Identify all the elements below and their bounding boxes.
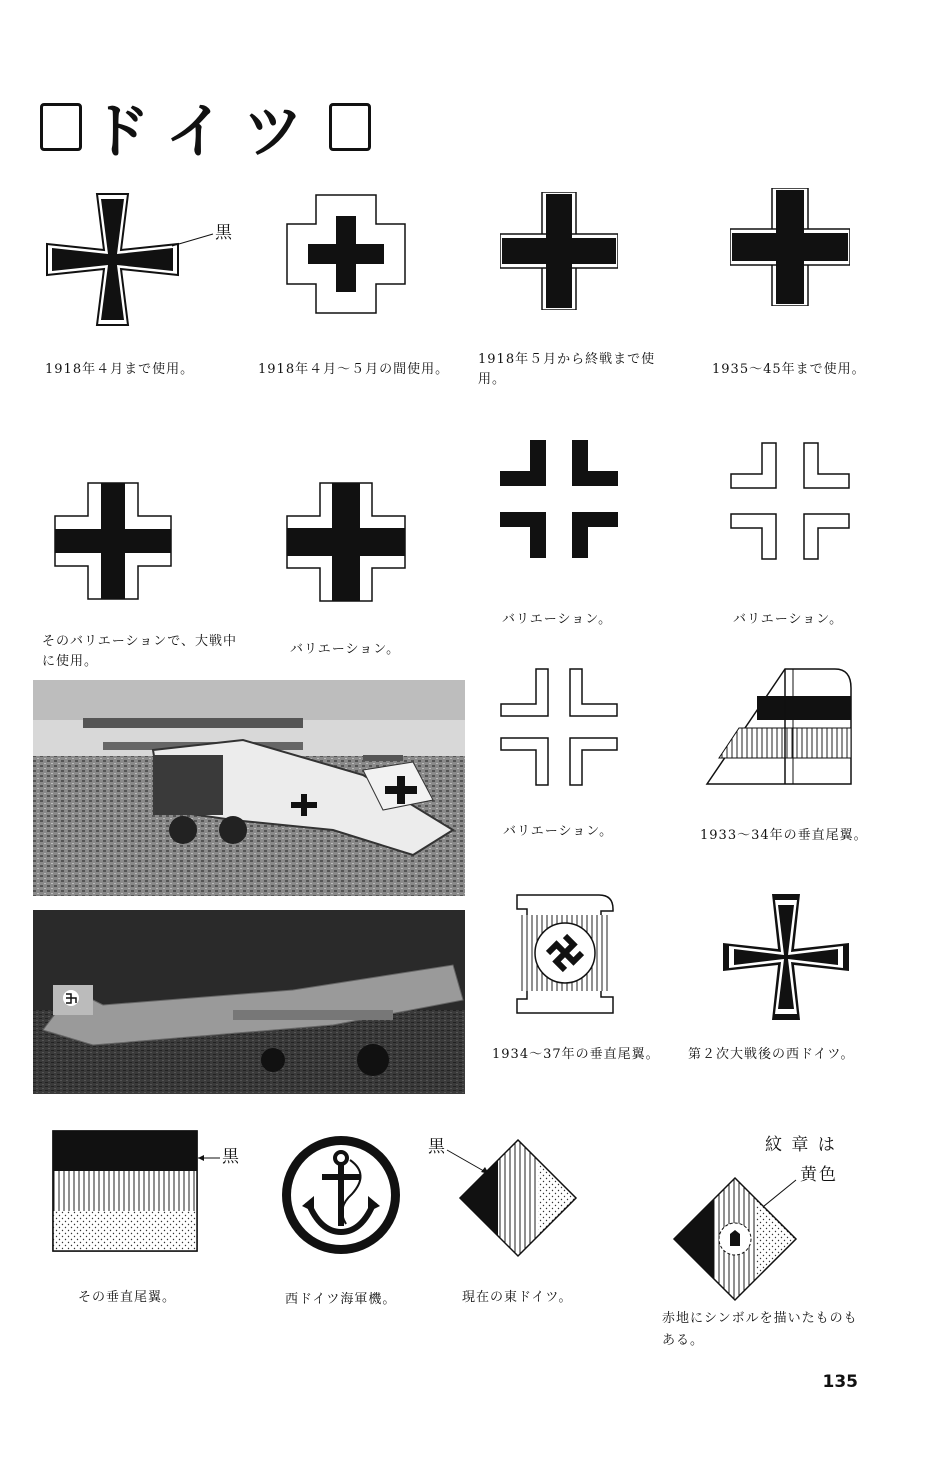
cross-square-outline-icon <box>54 482 172 600</box>
caption-10: 1933～34年の垂直尾翼。 <box>700 828 868 843</box>
crest-note-2: 黄色 <box>800 1165 838 1185</box>
iron-cross-west-germany-icon <box>722 893 850 1021</box>
caption-2: 1918年４月～５月の間使用。 <box>258 362 450 377</box>
caption-9: バリエーション。 <box>503 824 614 839</box>
tail-fin-west-germany-icon <box>52 1130 198 1252</box>
caption-8: バリエーション。 <box>733 612 844 627</box>
caption-12: 第２次大戦後の西ドイツ。 <box>688 1047 855 1062</box>
cross-square-outline-2-icon <box>286 482 406 602</box>
photo-biplane <box>33 680 465 896</box>
black-label-2: 黒 <box>222 1147 239 1167</box>
tail-fin-swastika-icon <box>515 893 615 1015</box>
caption-15: 現在の東ドイツ。 <box>462 1290 573 1305</box>
caption-3: 1918年５月から終戦まで使用。 <box>478 352 656 387</box>
open-cross-outline-2-icon <box>500 668 618 786</box>
caption-7: バリエーション。 <box>502 612 613 627</box>
tail-fin-1933-icon <box>705 668 855 786</box>
title-box-right <box>329 103 371 151</box>
navy-anchor-roundel-icon <box>280 1134 402 1256</box>
east-germany-emblem-diamond-icon <box>672 1176 798 1302</box>
cross-white-square-icon <box>286 194 406 314</box>
caption-11: 1934～37年の垂直尾翼。 <box>492 1047 660 1062</box>
crest-note-1: 紋 章 は <box>765 1135 837 1155</box>
caption-6: バリエーション。 <box>290 642 401 657</box>
title-text: ドイツ <box>90 97 321 167</box>
open-cross-outline-icon <box>730 442 850 560</box>
pointer-line-2 <box>445 1148 495 1178</box>
cross-narrow-border-icon <box>500 192 618 310</box>
caption-1: 1918年４月まで使用。 <box>45 362 195 377</box>
pointer-arrow-flag <box>196 1152 222 1164</box>
page-title <box>32 92 379 167</box>
black-label: 黒 <box>215 223 232 243</box>
caption-16: 赤地にシンボルを描いたものもある。 <box>662 1311 858 1348</box>
caption-5: そのバリエーションで、大戦中に使用。 <box>42 634 237 669</box>
photo-monoplane <box>33 910 465 1094</box>
black-label-3: 黒 <box>428 1137 445 1157</box>
pointer-line <box>170 226 215 250</box>
iron-cross-1918-icon <box>45 192 180 327</box>
title-box-left <box>40 103 82 151</box>
balkenkreuz-icon <box>730 188 850 306</box>
page-number: 135 <box>822 1372 858 1392</box>
caption-4: 1935～45年まで使用。 <box>712 362 866 377</box>
caption-14: 西ドイツ海軍機。 <box>285 1292 397 1307</box>
caption-13: その垂直尾翼。 <box>78 1290 177 1305</box>
open-cross-black-icon <box>500 440 618 558</box>
